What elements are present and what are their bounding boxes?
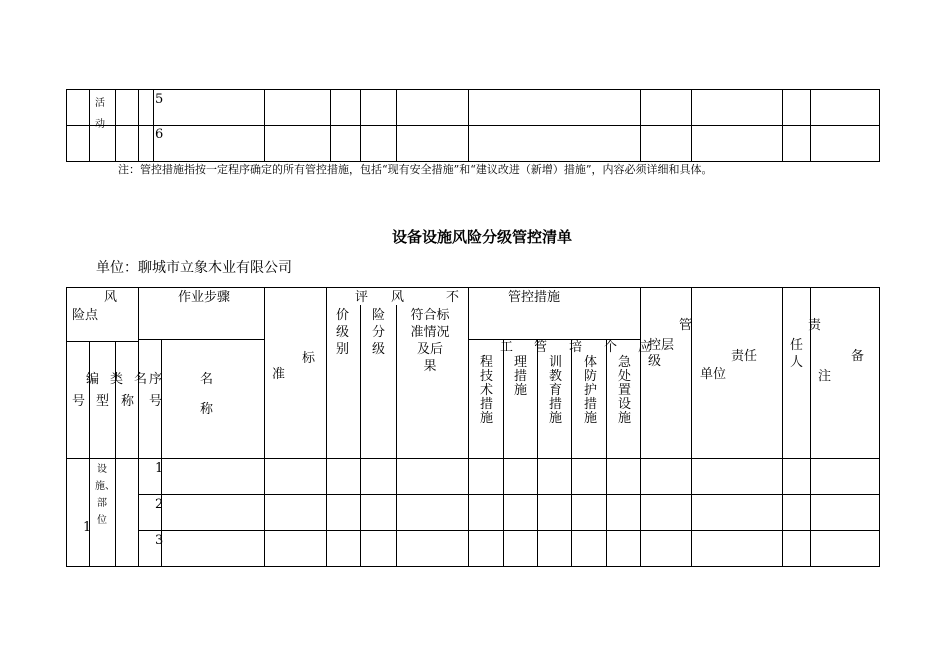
header-resp-person: 责 任 人 xyxy=(790,318,822,370)
row-category: 设施、部位 xyxy=(95,464,115,526)
top-row-seq: 5 xyxy=(155,92,164,107)
header-evaluation-level: 评 价 级 别 xyxy=(336,290,369,357)
header-risk-point: 风 险点 xyxy=(72,290,118,323)
header-consequence: 不 符合标 准情况 及后 果 xyxy=(410,290,459,374)
table-note: 注：管控措施指按一定程序确定的所有管控措施，包括“现有安全措施”和“建议改进（新增）措施”，内容必须详细和具体。 xyxy=(118,163,713,176)
unit-label: 单位：聊城市立象木业有限公司 xyxy=(96,260,292,276)
header-management: 管 理 措 施 xyxy=(513,340,547,398)
row-seq: 1 xyxy=(155,461,164,476)
top-row-seq: 6 xyxy=(155,127,164,142)
row-seq: 2 xyxy=(155,497,164,512)
header-ppe: 个 体 防 护 措 施 xyxy=(583,340,617,426)
top-category-cell: 活动 xyxy=(95,98,105,130)
header-emergency: 应 急 处 置 设 施 xyxy=(617,340,651,426)
page-title: 设备设施风险分级管控清单 xyxy=(392,228,573,246)
header-training: 培 训 教 育 措 施 xyxy=(548,340,582,426)
header-type: 类 型 xyxy=(96,372,124,409)
header-measures: 管控措施 xyxy=(508,290,561,305)
header-step-name: 名 称 xyxy=(200,372,214,417)
header-engineering: 工 程 技 术 措 施 xyxy=(479,340,513,426)
header-num: 编 号 xyxy=(72,372,100,409)
header-work-steps: 作业步骤 xyxy=(178,290,231,305)
header-standard: 标 准 xyxy=(272,351,316,382)
row-seq: 3 xyxy=(155,533,164,548)
header-seq: 序 号 xyxy=(149,372,163,409)
header-control-level: 管 控层 级 xyxy=(648,318,693,369)
header-remarks: 备 注 xyxy=(818,349,865,384)
header-name: 名 称 xyxy=(121,372,148,409)
header-risk-level: 风 险 分 级 xyxy=(372,290,405,357)
row-number: 1 xyxy=(83,520,92,535)
header-resp-unit: 责任 单位 xyxy=(700,349,758,382)
